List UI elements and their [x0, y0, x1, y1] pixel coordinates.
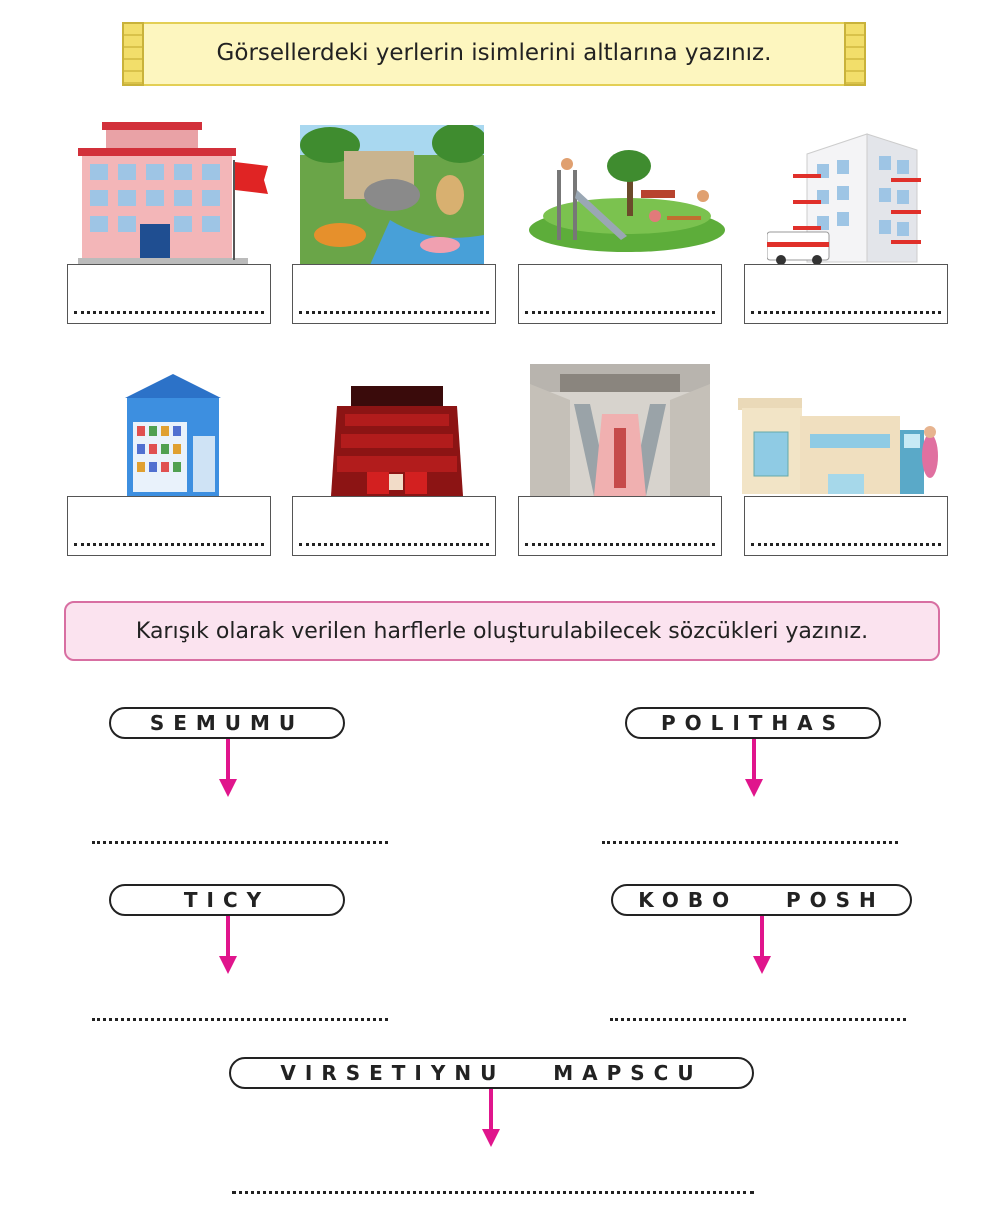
instruction-banner-1 [122, 22, 866, 86]
write-line-3[interactable] [92, 1018, 388, 1021]
answer-dotted-line [74, 311, 264, 314]
instruction-text-1: Görsellerdeki yerlerin isimlerini altlarına yazınız. [216, 40, 772, 66]
hospital-illustration [767, 130, 923, 264]
playground-illustration [527, 150, 725, 252]
arrow-down-icon [489, 1089, 493, 1131]
answer-dotted-line [525, 311, 715, 314]
answer-box-2[interactable] [292, 264, 496, 324]
answer-box-1[interactable] [67, 264, 271, 324]
answer-box-6[interactable] [292, 496, 496, 556]
answer-dotted-line [751, 543, 941, 546]
cinema-illustration [331, 384, 463, 496]
scrambled-word-2: POLITHAS [625, 707, 881, 739]
school-illustration [78, 120, 270, 266]
library-illustration [123, 372, 225, 496]
answer-box-4[interactable] [744, 264, 948, 324]
write-line-5[interactable] [232, 1191, 754, 1194]
scrambled-word-3: TICY [109, 884, 345, 916]
scrambled-word-1: SEMUMU [109, 707, 345, 739]
instruction-text-2: Karışık olarak verilen harflerle oluşturulabilecek sözcükleri yazınız. [135, 619, 869, 644]
arrow-down-icon [760, 916, 764, 958]
answer-box-7[interactable] [518, 496, 722, 556]
scrambled-word-5: VIRSETIYNU MAPSCU [229, 1057, 754, 1089]
arrow-head-icon [745, 779, 763, 797]
arrow-head-icon [482, 1129, 500, 1147]
arrow-down-icon [752, 739, 756, 781]
answer-box-3[interactable] [518, 264, 722, 324]
answer-dotted-line [299, 311, 489, 314]
instruction-banner-2 [64, 601, 940, 661]
answer-box-5[interactable] [67, 496, 271, 556]
write-line-2[interactable] [602, 841, 898, 844]
scrambled-word-4: KOBO POSH [611, 884, 912, 916]
answer-dotted-line [299, 543, 489, 546]
answer-dotted-line [74, 543, 264, 546]
arrow-head-icon [219, 956, 237, 974]
bank-illustration [738, 394, 940, 496]
shopping-mall-illustration [530, 364, 710, 496]
zoo-illustration [300, 125, 484, 265]
answer-dotted-line [525, 543, 715, 546]
arrow-down-icon [226, 739, 230, 781]
arrow-down-icon [226, 916, 230, 958]
arrow-head-icon [219, 779, 237, 797]
write-line-1[interactable] [92, 841, 388, 844]
arrow-head-icon [753, 956, 771, 974]
answer-box-8[interactable] [744, 496, 948, 556]
write-line-4[interactable] [610, 1018, 906, 1021]
answer-dotted-line [751, 311, 941, 314]
